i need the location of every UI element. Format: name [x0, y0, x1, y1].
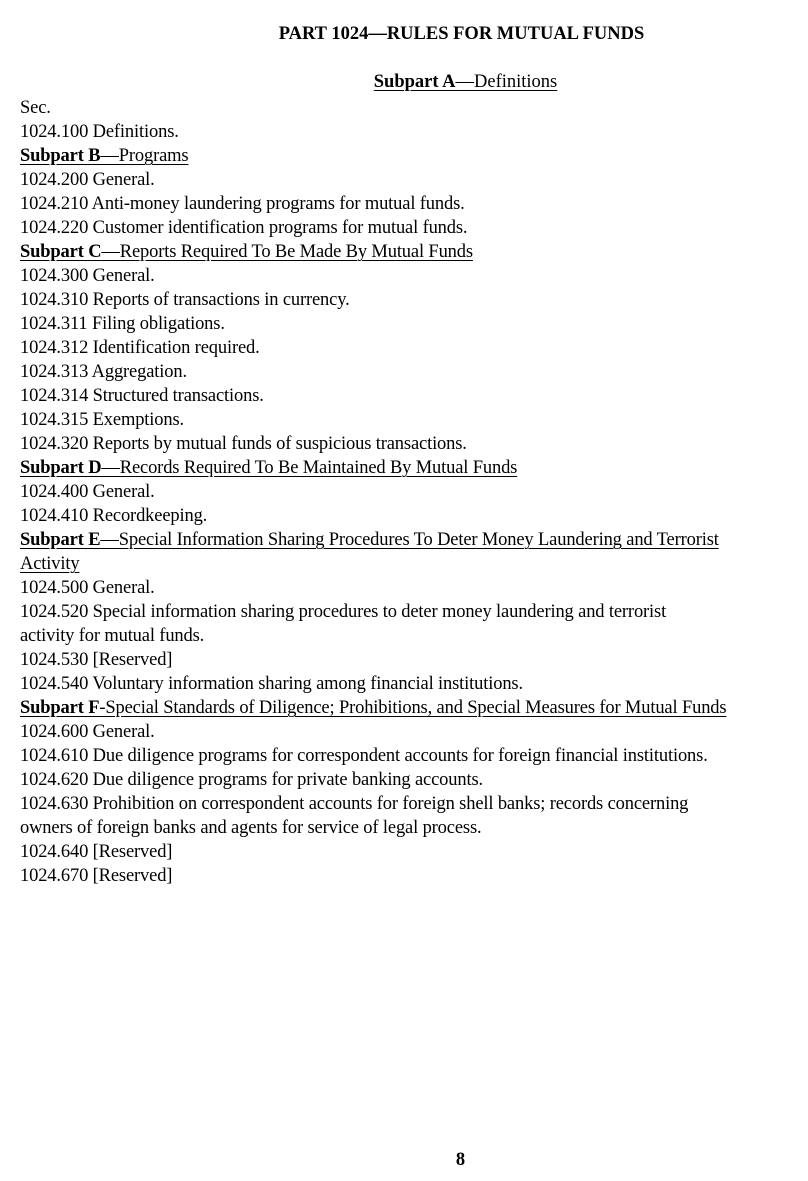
subpart-a-heading [0, 72, 808, 93]
section-entry: 1024.310 Reports of transactions in currency. [20, 290, 350, 310]
section-entry: 1024.315 Exemptions. [20, 410, 185, 430]
section-entry: 1024.320 Reports by mutual funds of suspicious transactions. [20, 434, 467, 454]
section-entry: 1024.210 Anti-money laundering programs for mutual funds. [20, 194, 465, 214]
section-entry: 1024.670 [Reserved] [20, 866, 173, 886]
section-entry: 1024.640 [Reserved] [20, 842, 173, 862]
page-number: 8 [455, 1150, 466, 1170]
section-entry: 1024.540 Voluntary information sharing among financial institutions. [20, 674, 523, 694]
subpart-title: —Programs [100, 146, 189, 166]
section-entry: 1024.600 General. [20, 722, 155, 742]
section-entry: 1024.410 Recordkeeping. [20, 506, 208, 526]
subpart-title: —Reports Required To Be Made By Mutual Funds [101, 242, 473, 262]
section-entry: 1024.630 Prohibition on correspondent accounts for foreign shell banks; records concerning [20, 794, 689, 814]
section-entry: activity for mutual funds. [20, 626, 205, 646]
section-entry: 1024.400 General. [20, 482, 155, 502]
subpart-title: -Special Standards of Diligence; Prohibitions, and Special Measures for Mutual Funds [99, 698, 727, 718]
subpart-heading [20, 552, 805, 576]
subpart-heading [20, 456, 805, 480]
section-entry: 1024.200 General. [20, 170, 155, 190]
page-title: PART 1024—RULES FOR MUTUAL FUNDS [278, 24, 645, 44]
subpart-label: Subpart A [373, 72, 456, 92]
subpart-title: —Definitions [455, 72, 558, 92]
subpart-label: Subpart C [20, 242, 102, 262]
section-entry: 1024.520 Special information sharing procedures to deter money laundering and terrorist [20, 602, 667, 622]
subpart-heading [20, 240, 805, 264]
section-entry: Sec. [20, 98, 51, 118]
section-entry: 1024.313 Aggregation. [20, 362, 187, 382]
subpart-label: Subpart F [20, 698, 100, 718]
section-entry: 1024.314 Structured transactions. [20, 386, 264, 406]
subpart-label: Subpart E [20, 530, 101, 550]
section-entry: 1024.312 Identification required. [20, 338, 260, 358]
subpart-heading [20, 528, 805, 552]
subpart-title: —Special Information Sharing Procedures To Deter Money Laundering and Terrorist [100, 530, 719, 550]
section-entry: 1024.300 General. [20, 266, 155, 286]
section-entry: 1024.100 Definitions. [20, 122, 179, 142]
section-entry: 1024.500 General. [20, 578, 155, 598]
section-entry: 1024.620 Due diligence programs for private banking accounts. [20, 770, 483, 790]
section-entry: 1024.610 Due diligence programs for correspondent accounts for foreign financial institutions. [20, 746, 708, 766]
section-entry: 1024.530 [Reserved] [20, 650, 173, 670]
subpart-label: Subpart D [20, 458, 102, 478]
section-entry: owners of foreign banks and agents for service of legal process. [20, 818, 482, 838]
subpart-title: Activity [20, 554, 80, 574]
table-of-contents [20, 96, 805, 888]
subpart-title: —Records Required To Be Maintained By Mutual Funds [101, 458, 518, 478]
subpart-heading [20, 696, 805, 720]
section-entry: 1024.311 Filing obligations. [20, 314, 225, 334]
subpart-heading [20, 144, 805, 168]
section-entry: 1024.220 Customer identification programs for mutual funds. [20, 218, 468, 238]
subpart-label: Subpart B [20, 146, 101, 166]
